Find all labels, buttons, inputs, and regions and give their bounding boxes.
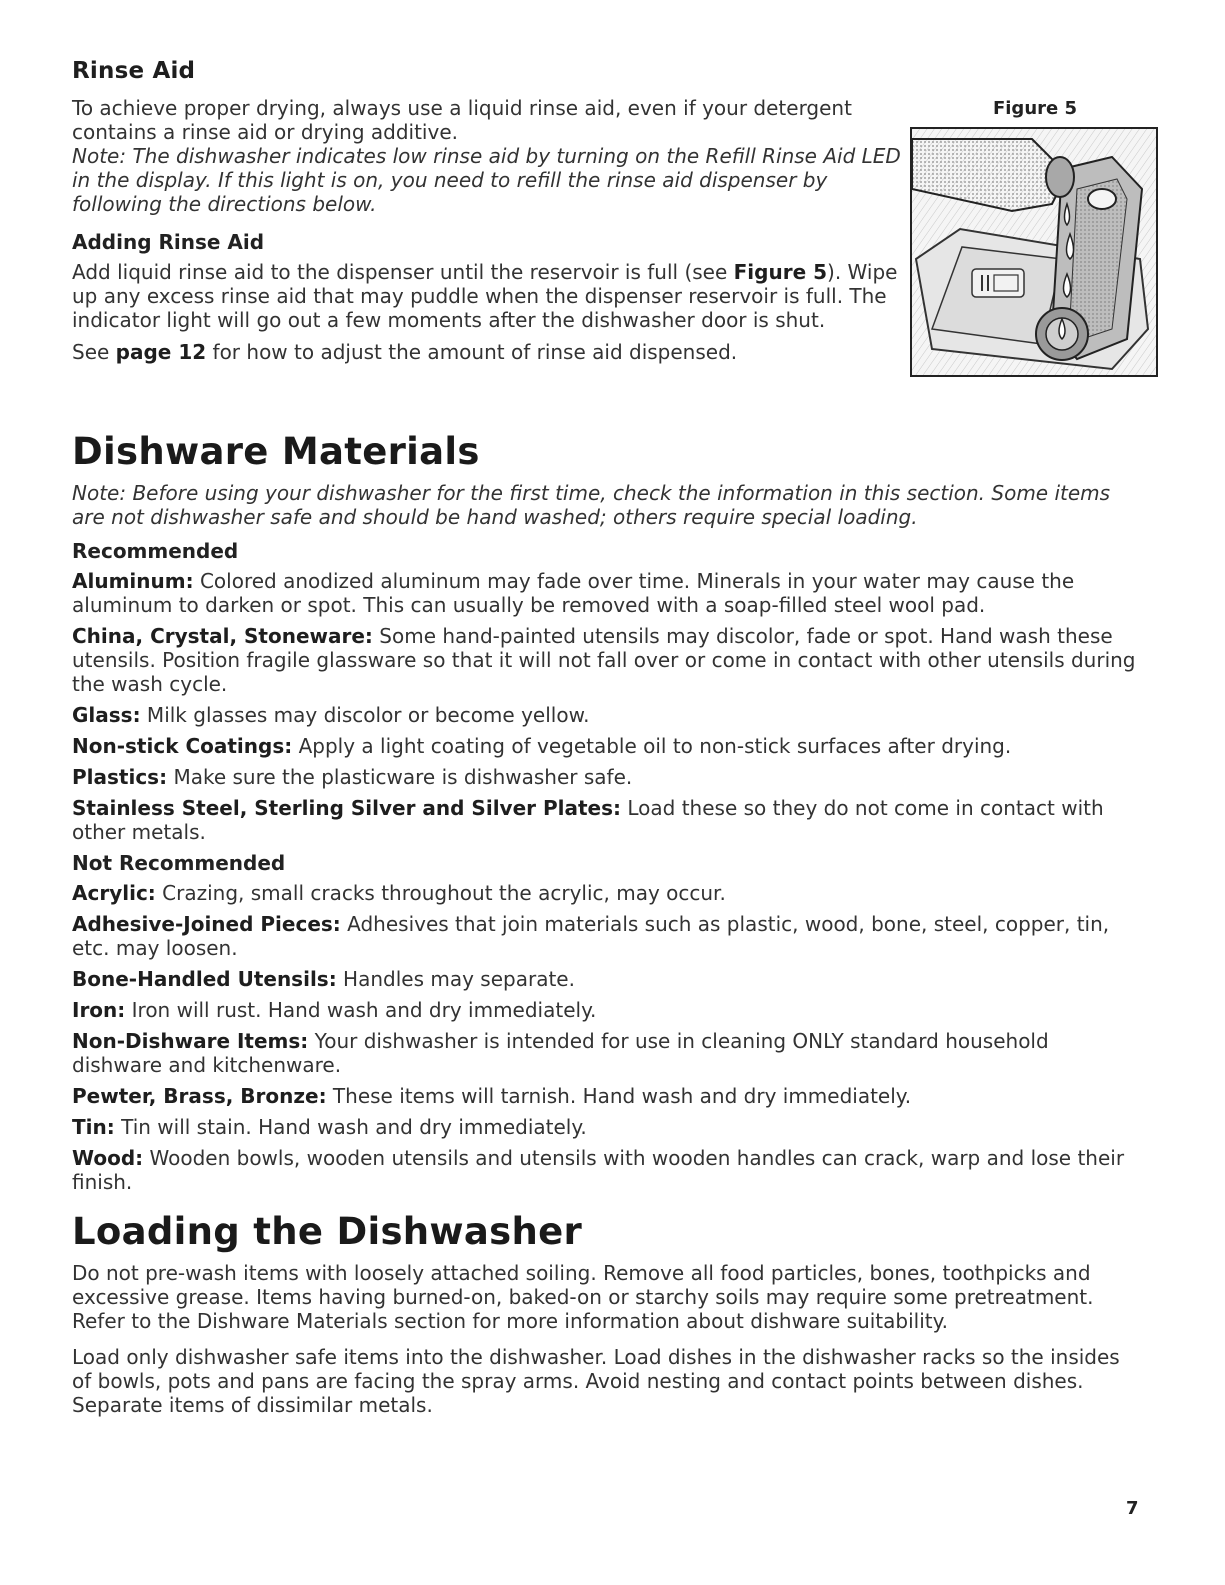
list-item: Non-stick Coatings: Apply a light coating of vegetable oil to non-stick surfaces after drying. — [72, 734, 1012, 758]
list-item: Pewter, Brass, Bronze: These items will tarnish. Hand wash and dry immediately. — [72, 1084, 912, 1108]
rinse-aid-text — [72, 58, 907, 364]
list-item: Acrylic: Crazing, small cracks throughout the acrylic, may occur. — [72, 881, 726, 905]
list-item: Non-Dishware Items: Your dishwasher is intended for use in cleaning ONLY standard household dishware and kitchenware. — [72, 1029, 1049, 1077]
rinse-aid-intro: To achieve proper drying, always use a liquid rinse aid, even if your detergent contains a rinse aid or drying additive. — [72, 96, 852, 144]
page-number: 7 — [1126, 1498, 1139, 1519]
list-item: Wood: Wooden bowls, wooden utensils and utensils with wooden handles can crack, warp and lose their finish. — [72, 1146, 1125, 1194]
list-item: Aluminum: Colored anodized aluminum may fade over time. Minerals in your water may cause the aluminum to darken or spot. This can usually be removed with a soap-filled steel wool pad. — [72, 569, 1075, 617]
list-item: China, Crystal, Stoneware: Some hand-painted utensils may discolor, fade or spot. Hand wash these utensils. Position fragile glassware so that it will not fall over or come in contact with other utensils during the wash cycle. — [72, 624, 1136, 696]
loading-section — [72, 1210, 1142, 1417]
list-item: Bone-Handled Utensils: Handles may separate. — [72, 967, 575, 991]
rinse-aid-dispenser-illustration — [910, 127, 1158, 377]
adding-rinse-aid-title: Adding Rinse Aid — [72, 230, 265, 254]
see-text-after: for how to adjust the amount of rinse aid dispensed. — [206, 340, 738, 364]
loading-paragraph-2: Load only dishwasher safe items into the dishwasher. Load dishes in the dishwasher racks so the insides of bowls, pots and pans are facing the spray arms. Avoid nesting and contact points between dishes. Separate items of dissimilar metals. — [72, 1345, 1120, 1417]
adding-text-after: ). Wipe up any excess rinse aid that may puddle when the dispenser reservoir is full. The indicator light will go out a few moments after the dishwasher door is shut. — [72, 260, 898, 332]
recommended-list — [72, 569, 1142, 844]
list-item: Glass: Milk glasses may discolor or become yellow. — [72, 703, 590, 727]
see-text-before: See — [72, 340, 116, 364]
not-recommended-title: Not Recommended — [72, 851, 286, 875]
list-item: Stainless Steel, Sterling Silver and Silver Plates: Load these so they do not come in contact with other metals. — [72, 796, 1104, 844]
manual-page — [72, 58, 1142, 1425]
adding-rinse-aid-paragraph — [72, 260, 907, 332]
list-item: Plastics: Make sure the plasticware is dishwasher safe. — [72, 765, 633, 789]
rinse-aid-section — [72, 58, 1142, 430]
figure-title: Figure 5 — [992, 98, 1078, 119]
dispenser-drawing — [912, 129, 1156, 375]
dishware-materials-section — [72, 430, 1142, 1194]
loading-paragraph-1: Do not pre-wash items with loosely attached soiling. Remove all food particles, bones, toothpicks and excessive grease. Items having burned-on, baked-on or starchy soils may require some pretreatment. Refer to the Dishware Materials section for more information about dishware suitability. — [72, 1261, 1094, 1333]
rinse-aid-note: Note: The dishwasher indicates low rinse aid by turning on the Refill Rinse Aid LED in the display. If this light is on, you need to refill the rinse aid dispenser by following the directions below. — [72, 144, 901, 216]
see-page-paragraph — [72, 340, 907, 364]
dishware-materials-title: Dishware Materials — [72, 430, 480, 473]
adding-text-before: Add liquid rinse aid to the dispenser until the reservoir is full (see — [72, 260, 734, 284]
not-recommended-list — [72, 881, 1142, 1194]
page-reference: page 12 — [115, 340, 207, 364]
list-item: Adhesive-Joined Pieces: Adhesives that join materials such as plastic, wood, bone, steel, copper, tin, etc. may loosen. — [72, 912, 1110, 960]
figure-5 — [910, 98, 1160, 377]
loading-title: Loading the Dishwasher — [72, 1210, 583, 1253]
rinse-aid-title: Rinse Aid — [72, 58, 196, 84]
dishware-note: Note: Before using your dishwasher for the first time, check the information in this section. Some items are not dishwasher safe and should be hand washed; others require special loading. — [72, 481, 1111, 529]
figure-reference: Figure 5 — [733, 260, 828, 284]
list-item: Iron: Iron will rust. Hand wash and dry immediately. — [72, 998, 597, 1022]
list-item: Tin: Tin will stain. Hand wash and dry immediately. — [72, 1115, 587, 1139]
recommended-title: Recommended — [72, 539, 239, 563]
